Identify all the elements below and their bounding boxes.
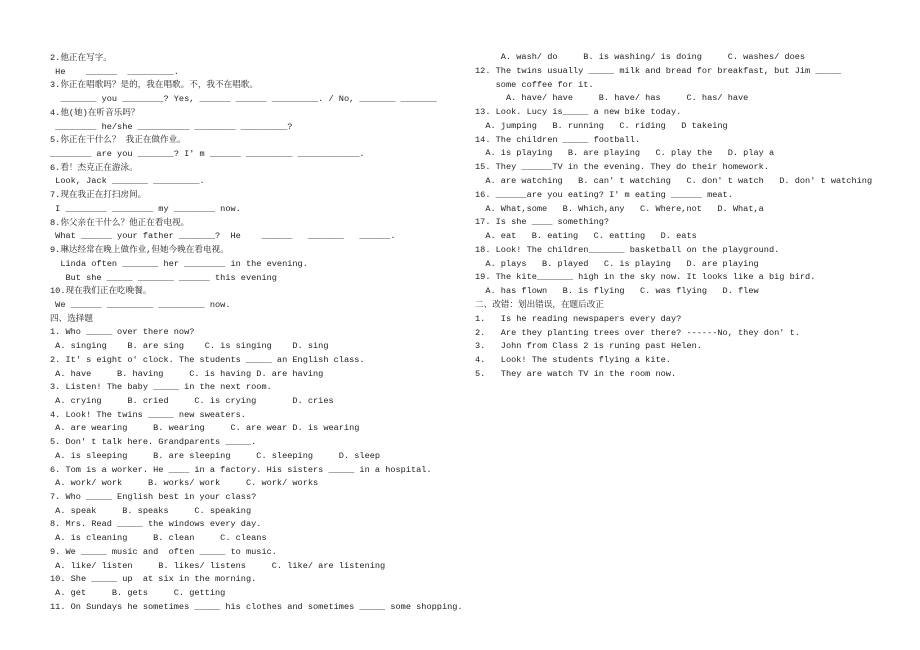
- text-line: A. wash/ do B. is washing/ is doing C. washes/ does: [475, 52, 806, 62]
- text-line: A. speak B. speaks C. speaking: [50, 505, 252, 516]
- text-line: He ______ _________.: [50, 66, 179, 77]
- text-line: But she _____ _______ ______ this evening: [50, 272, 277, 283]
- text-line: 4. Look! The students flying a kite.: [475, 355, 671, 366]
- text-line: A. work/ work B. works/ work C. work/ works: [50, 478, 319, 489]
- text-line: 8.你父亲在干什么？他正在看电视。: [50, 217, 190, 228]
- text-line: A. has flown B. is flying C. was flying D. flew: [475, 286, 759, 297]
- text-line: Look, Jack _______ _________.: [50, 176, 205, 187]
- text-line: ________ he/she __________ ________ _________?: [50, 121, 293, 132]
- text-line: 5.你正在干什么？ 我正在做作业。: [50, 135, 186, 146]
- text-line: 1. Is he reading newspapers every day?: [475, 313, 682, 324]
- text-line: A. is sleeping B. are sleeping C. sleeping D. sleep: [50, 450, 381, 461]
- text-line: A. are wearing B. wearing C. are wear D. is wearing: [50, 423, 360, 434]
- text-line: We ______ _________ _________ now.: [50, 299, 231, 310]
- text-line: A. like/ listen B. likes/ listens C. like/ are listening: [50, 560, 386, 571]
- text-line: 10. She _____ up at six in the morning.: [50, 574, 257, 585]
- text-line: 17. Is she ____ something?: [475, 217, 610, 228]
- text-line: 18. Look! The children_______ basketball on the playground.: [475, 244, 780, 255]
- text-line: A. have/ have B. have/ has C. has/ have: [475, 93, 749, 104]
- text-line: 3. Listen! The baby _____ in the next room.: [50, 382, 272, 393]
- text-line: Linda often _______ her ________ in the evening.: [50, 258, 308, 269]
- text-line: 1. Who _____ over there now?: [50, 327, 195, 338]
- text-line: 4.他(她)在听音乐吗？: [50, 107, 140, 118]
- text-line: 5. They are watch TV in the room now.: [475, 368, 677, 379]
- text-line: 11. On Sundays he sometimes _____ his clothes and sometimes _____ some shopping.: [50, 601, 463, 612]
- text-line: I ________ ________ my ________ now.: [50, 203, 241, 214]
- text-line: 7. Who _____ English best in your class?: [50, 492, 257, 503]
- text-line: 4. Look! The twins _____ new sweaters.: [50, 409, 246, 420]
- text-line: 2.他正在写字。: [50, 53, 112, 63]
- text-line: 2. It' s eight o' clock. The students _____ an English class.: [50, 354, 365, 365]
- text-line: A. is cleaning B. clean C. cleans: [50, 533, 267, 544]
- text-line: 8. Mrs. Read _____ the windows every day.: [50, 519, 262, 530]
- text-line: 14. The children _____ football.: [475, 134, 641, 145]
- text-line: some coffee for it.: [475, 79, 594, 90]
- text-line: 二、改错：划出错误，在题后改正: [475, 300, 604, 311]
- text-line: _______ you ________? Yes, ______ ______ _________. / No, _______ _______: [50, 94, 437, 105]
- text-line: 15. They ______TV in the evening. They do their homework.: [475, 162, 769, 173]
- text-line: 6. Tom is a worker. He ____ in a factory. His sisters _____ in a hospital.: [50, 464, 432, 475]
- text-line: A. jumping B. running C. riding D takeing: [475, 120, 728, 131]
- text-line: A. get B. gets C. getting: [50, 588, 226, 599]
- text-line: 10.现在我们正在吃晚餐。: [50, 286, 152, 297]
- text-line: A. plays B. played C. is playing D. are playing: [475, 258, 759, 269]
- text-line: 13. Look. Lucy is_____ a new bike today.: [475, 107, 682, 118]
- text-line: 3. John from Class 2 is runing past Helen.: [475, 341, 702, 352]
- text-line: 四、选择题: [50, 313, 93, 324]
- text-line: What ______ your father _______? He ______ _______ ______.: [50, 231, 396, 242]
- text-line: 7.现在我正在打扫房间。: [50, 190, 147, 201]
- text-line: A. is playing B. are playing C. play the D. play a: [475, 148, 775, 159]
- text-line: 9. We _____ music and often _____ to music.: [50, 546, 277, 557]
- text-line: A. eat B. eating C. eatting D. eats: [475, 231, 697, 242]
- text-line: 12. The twins usually _____ milk and bread for breakfast, but Jim _____: [475, 65, 842, 76]
- text-line: A. singing B. are sing C. is singing D. sing: [50, 341, 329, 352]
- text-line: 6.看！杰克正在游泳。: [50, 162, 138, 173]
- text-line: 19. The kite_______ high in the sky now. It looks like a big bird.: [475, 272, 816, 283]
- text-line: 9.琳达经常在晚上做作业,但她今晚在看电视。: [50, 245, 229, 256]
- text-line: A. crying B. cried C. is crying D. cries: [50, 396, 334, 406]
- text-line: 3.你正在唱歌吗？是的，我在唱歌。不，我不在唱歌。: [50, 80, 258, 91]
- text-line: A. are watching B. can' t watching C. don' t watch D. don' t watching: [475, 176, 873, 187]
- text-line: A. What,some B. Which,any C. Where,not D. What,a: [475, 203, 764, 214]
- text-line: 16. ______are you eating? I' m eating ______ meat.: [475, 189, 733, 200]
- text-line: 5. Don' t talk here. Grandparents _____.: [50, 437, 257, 448]
- text-line: A. have B. having C. is having D. are having: [50, 368, 324, 379]
- text-line: 2. Are they planting trees over there? ------No, they don' t.: [475, 327, 800, 338]
- text-line: ________ are you _______? I' m ______ _________ ____________.: [50, 149, 365, 160]
